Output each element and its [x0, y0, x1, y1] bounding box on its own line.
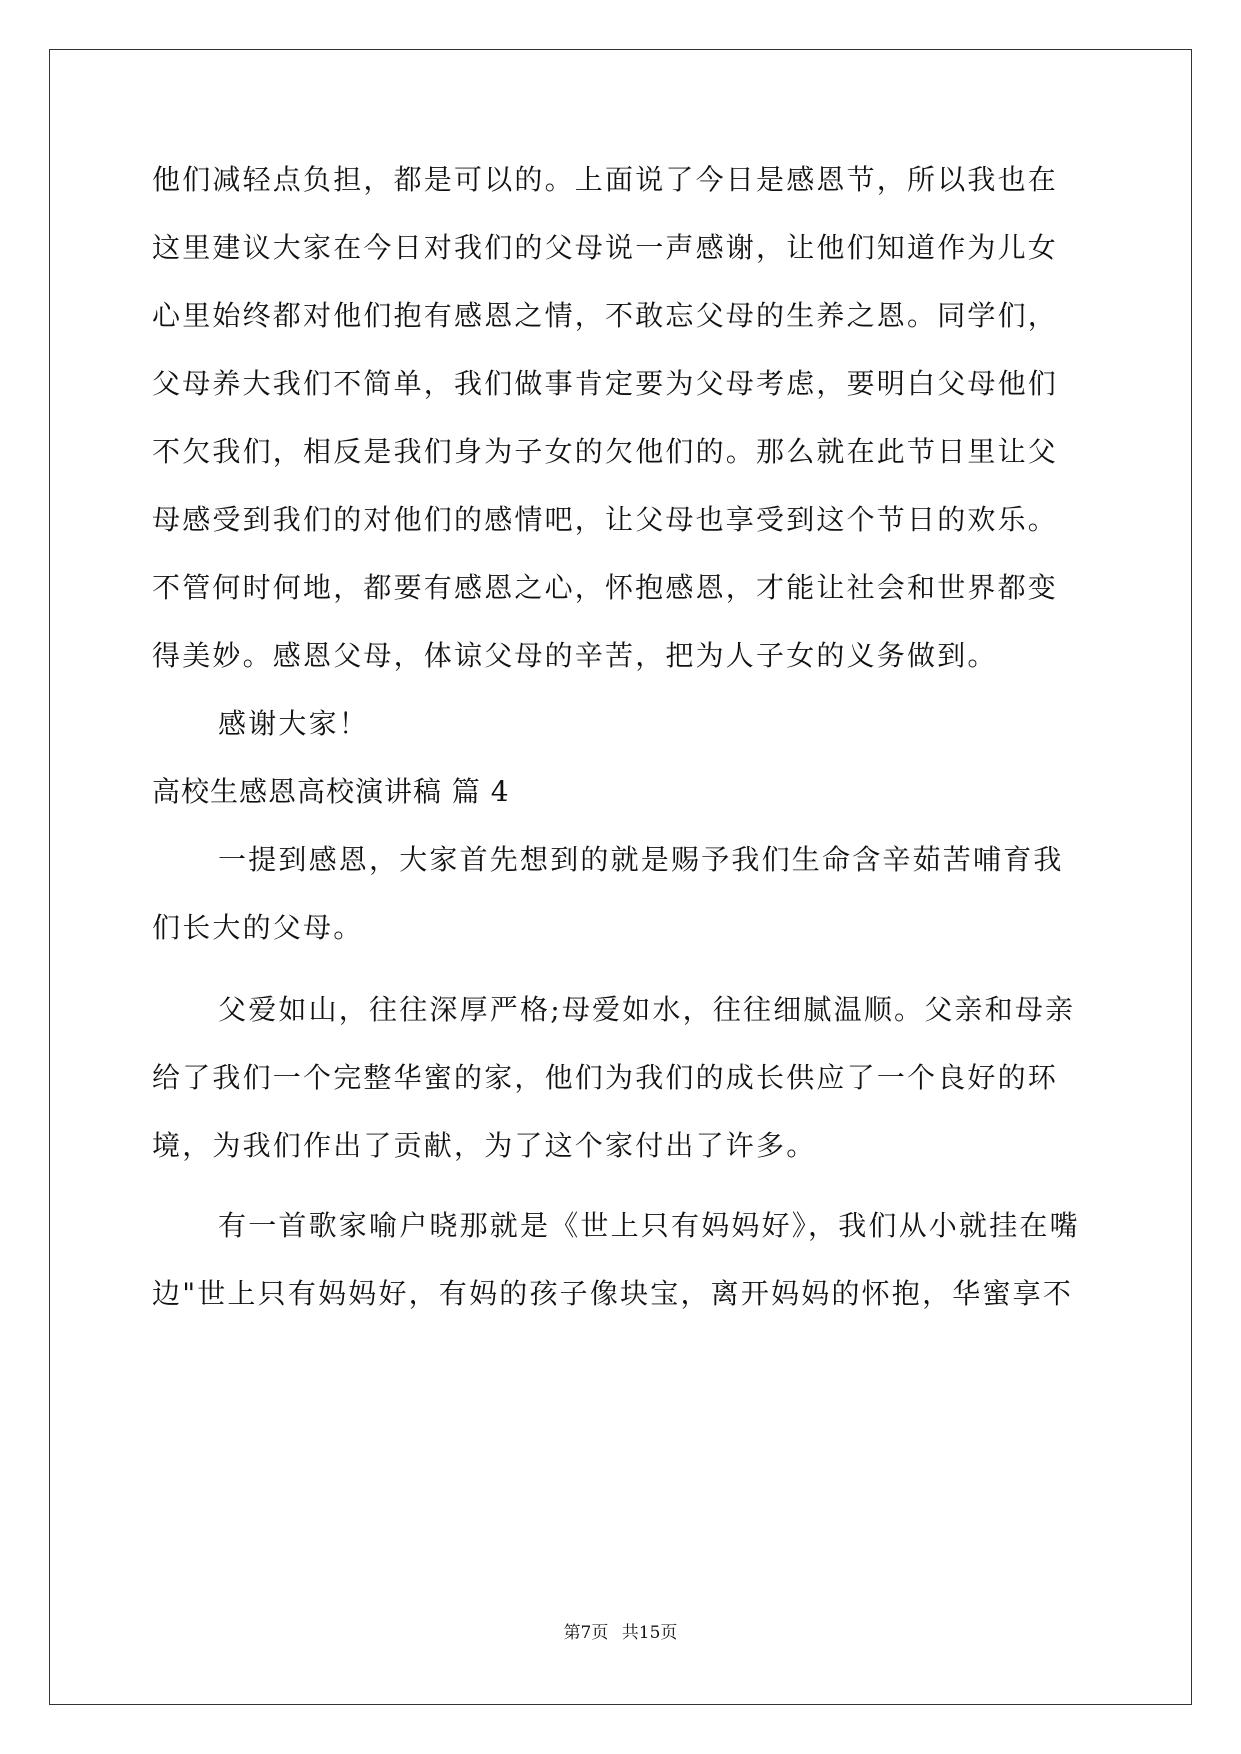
page-number: 第7页	[563, 1623, 609, 1643]
text-line: 不管何时何地，都要有感恩之心，怀抱感恩，才能让社会和世界都变	[152, 571, 1059, 604]
text-line: 给了我们一个完整华蜜的家，他们为我们的成长供应了一个良好的环	[152, 1061, 1059, 1094]
page-border	[49, 49, 1192, 1705]
text-line: 边"世上只有妈妈好，有妈的孩子像块宝，离开妈妈的怀抱，华蜜享不	[152, 1277, 1074, 1310]
page-total: 共15页	[621, 1623, 678, 1643]
closing-line: 感谢大家！	[218, 707, 370, 740]
text-line: 心里始终都对他们抱有感恩之情，不敢忘父母的生养之恩。同学们，	[152, 299, 1059, 332]
text-line: 这里建议大家在今日对我们的父母说一声感谢，让他们知道作为儿女	[152, 231, 1059, 264]
section-heading: 高校生感恩高校演讲稿 篇 4	[152, 775, 510, 808]
text-line: 母感受到我们的对他们的感情吧，让父母也享受到这个节日的欢乐。	[152, 503, 1059, 536]
text-line: 有一首歌家喻户晓那就是《世上只有妈妈好》，我们从小就挂在嘴	[218, 1209, 1080, 1242]
text-line: 他们减轻点负担，都是可以的。上面说了今日是感恩节，所以我也在	[152, 163, 1059, 196]
page-footer	[0, 1623, 1241, 1643]
text-line: 父爱如山，往往深厚严格;母爱如水，往往细腻温顺。父亲和母亲	[218, 993, 1076, 1026]
text-line: 一提到感恩，大家首先想到的就是赐予我们生命含辛茹苦哺育我	[218, 843, 1064, 876]
text-line: 境，为我们作出了贡献，为了这个家付出了许多。	[152, 1129, 817, 1162]
text-line: 得美妙。感恩父母，体谅父母的辛苦，把为人子女的义务做到。	[152, 639, 998, 672]
text-line: 不欠我们，相反是我们身为子女的欠他们的。那么就在此节日里让父	[152, 435, 1059, 468]
text-line: 父母养大我们不简单，我们做事肯定要为父母考虑，要明白父母他们	[152, 367, 1059, 400]
text-line: 们长大的父母。	[152, 911, 364, 944]
